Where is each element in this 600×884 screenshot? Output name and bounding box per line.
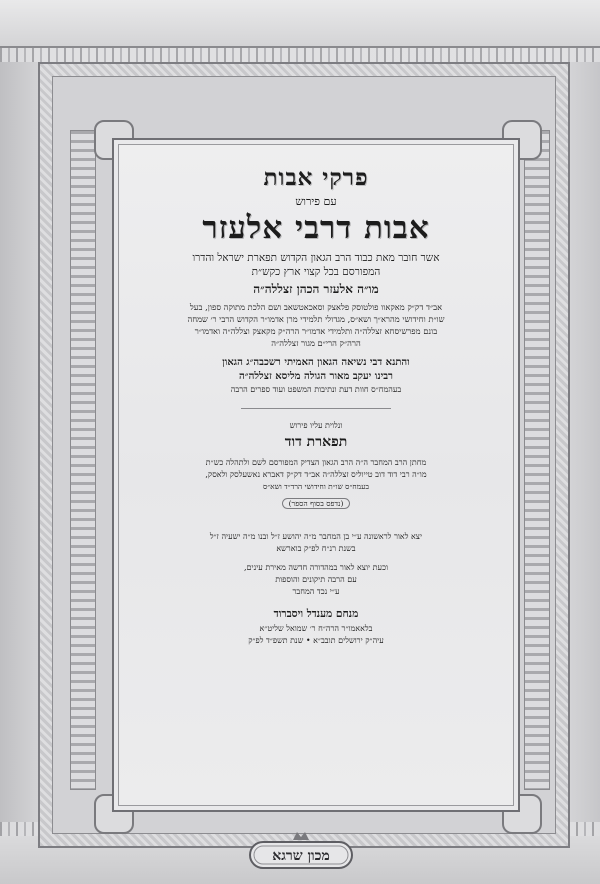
publication-line-4: עם הרבה תיקונים והוספות	[275, 575, 357, 584]
publication-line-5: ע״י נכד המחבר	[292, 587, 340, 596]
publication-line-3: וכעת יוצא לאור במהדורה חדשה מאירת עינים,	[243, 563, 389, 572]
grandson-name: מנחם מענדל ויסברוד	[273, 608, 359, 620]
title-page-content	[120, 150, 512, 810]
grandson-line-2: עיה״ק ירושלים תובב״א • שנת תשפ״ד לפ״ק	[248, 636, 384, 645]
top-ornament-band	[0, 0, 600, 48]
commentary-title: תפארת דוד	[284, 434, 348, 450]
son-in-law-line-2: רבינו יעקב מאור הגולה מליסא זצללה״ה	[239, 371, 393, 382]
bio-line-2: שו״ת וחידושי מהרא״ך ושא״ס, מגדולי תלמידי מרן אדמו״ר הקדוש הרבי ר׳ שמחה	[187, 314, 445, 324]
added-commentary-label: ונלוית עליו פירוש	[289, 421, 343, 430]
commentary-line-2: מו״ה רבי דוד דוב טייוליס זצללה״ה אב״ד דק״ק דאברא נאשעלסק ולאסק,	[205, 470, 427, 479]
bio-line-1: אב״ד דק״ק מאקאוו פולטוסק פלאצק וסאכאטשאב ושם הלכת מתוקה ספון, בעל	[189, 302, 443, 312]
section-divider	[241, 408, 391, 409]
author-line-1: אשר חובר מאת כבוד הרב הגאון הקדוש תפארת ישראל והדרו	[192, 252, 440, 264]
son-in-law-line-3: בעהמח״ס חוות דעת ונתיבות המשפט ועוד ספרים הרבה	[230, 385, 402, 394]
commentary-line-3: בעמח״ס שו״ת וחידושי הרד״ד ושא״ס	[262, 482, 370, 491]
publication-line-2: בשנת רנ״ח לפ״ק בוארשא	[276, 544, 356, 553]
left-pillar	[70, 130, 96, 790]
right-pillar	[524, 130, 550, 790]
publisher-logo-text: מכון שרגא	[272, 848, 330, 864]
author-line-2: המפורסם בכל קצוי ארץ כקש״ת	[251, 266, 381, 278]
printed-at-end-note: (נדפס בסוף הספר)	[282, 498, 351, 509]
bio-line-4: הרה״ק הרי״ם מגור זצללה״ה	[271, 338, 361, 348]
son-in-law-line-1: והתנא דבי נשיאה הגאון האמיתי רשכבה״ג הגאון	[222, 357, 410, 368]
grandson-line-1: בלאאמו״ר הרה״ח ר׳ שמואל שליט״א	[259, 624, 373, 633]
top-ornament-strip	[0, 48, 600, 62]
commentary-line-1: מחתן הרב המחבר ה״ה הרב הגאון הצדיק המפורסם לשם ולתהלה כש״ת	[205, 458, 427, 467]
author-name: מו״ה אלעזר הכהן זצללה״ה	[253, 282, 379, 296]
bio-line-3: בונם מפרשיסחא זצללה״ה ותלמידי אדמו״ר הרה״ק מקאצק וצללה״ה ואדמו״ר	[194, 326, 438, 336]
crown-icon	[293, 832, 309, 840]
with-commentary-label: עם פירוש	[295, 195, 337, 208]
top-rule	[0, 46, 600, 48]
publication-line-1: יצא לאור לראשונה ע״י בן המחבר מ״ה יהושע ז״ל ובנו מ״ה ישעיה ז״ל	[209, 532, 423, 541]
book-title-top: פרקי אבות	[263, 164, 369, 191]
main-title: אבות דרבי אלעזר	[202, 210, 430, 246]
publisher-logo	[244, 828, 358, 872]
